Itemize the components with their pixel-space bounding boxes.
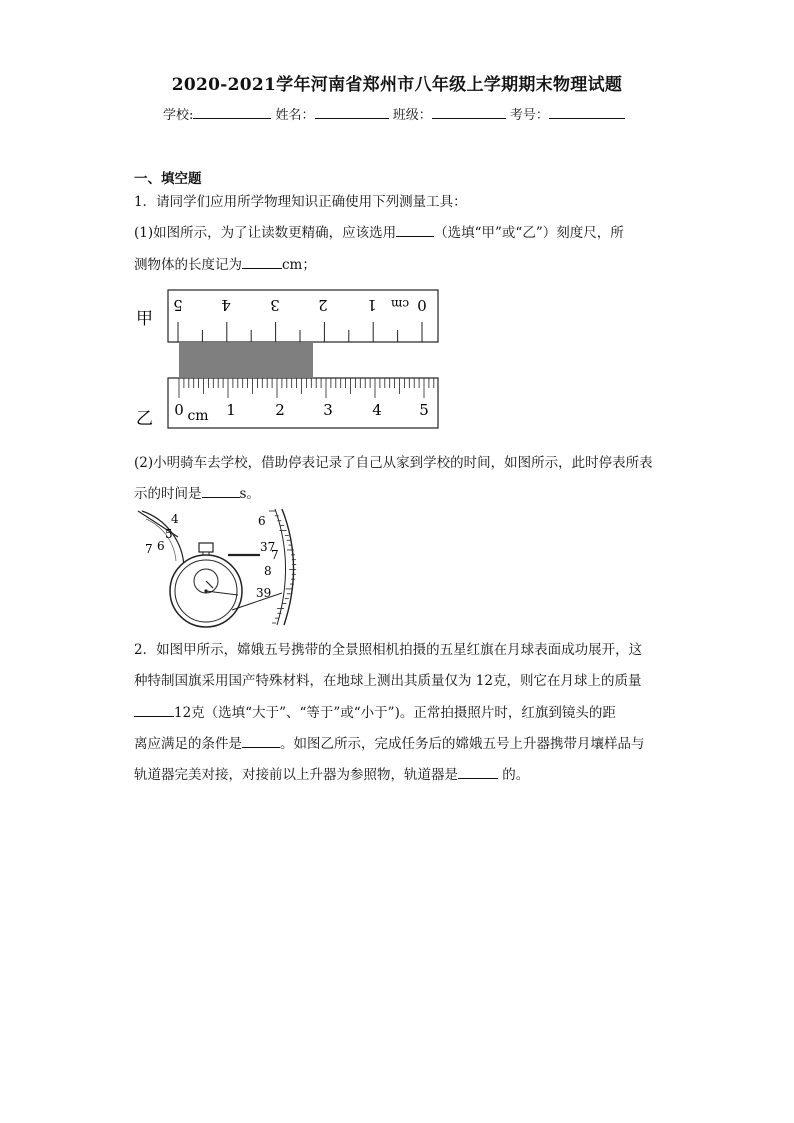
q1-part1-text-d: cm； <box>282 257 316 273</box>
jia-unit: cm <box>390 297 410 311</box>
ruler-yi-label: 乙 <box>136 409 153 429</box>
scale-6: 6 <box>258 514 266 528</box>
q1-stem-text: 1．请同学们应用所学物理知识正确使用下列测量工具： <box>134 194 467 210</box>
name-blank <box>315 106 389 119</box>
second-scale-ticks <box>269 511 296 623</box>
question-2-line1 <box>134 634 666 666</box>
stopwatch-figure <box>132 505 304 630</box>
q2-text-line5-a: 轨道器完美对接，对接前以上升器为参照物，轨道器是 <box>134 767 458 783</box>
q1-part1-text-c: 测物体的长度记为 <box>134 257 242 273</box>
jia-number-1: 1 <box>367 296 377 314</box>
minute-dial-5: 5 <box>165 527 173 541</box>
exam-no-blank <box>549 106 625 119</box>
q1-part1-text-a: (1)如图所示，为了让读数更精确，应该选用 <box>134 225 397 241</box>
question-2-line4 <box>134 728 666 760</box>
yi-number-4: 4 <box>372 401 382 419</box>
yi-number-5: 5 <box>419 401 429 419</box>
minute-dial-6: 6 <box>157 539 165 553</box>
question-2-line2 <box>134 665 666 697</box>
page-title: 2020-2021学年河南省郑州市八年级上学期期末物理试题 <box>171 75 623 95</box>
scale-7: 7 <box>271 548 279 562</box>
exam-no-label: 考号： <box>509 108 549 123</box>
jia-number-2: 2 <box>318 296 328 314</box>
jia-number-3: 3 <box>270 296 280 314</box>
scale-39: 39 <box>256 586 272 600</box>
ruler-figure <box>130 284 445 434</box>
question-1-part2-line1 <box>134 447 666 479</box>
second-scale-numbers <box>256 514 279 600</box>
q2-motion-blank <box>458 766 498 779</box>
q2-text-line1: 2．如图甲所示，嫦娥五号携带的全景照相机拍摄的五星红旗在月球表面成功展开，这 <box>134 642 643 658</box>
minute-dial-4: 4 <box>171 512 179 526</box>
q2-text-line2: 种特制国旗采用国产特殊材料，在地球上测出其质量仅为 12克，则它在月球上的质量 <box>134 673 642 689</box>
question-1-stem <box>134 186 666 218</box>
school-label: 学校: <box>163 108 194 123</box>
yi-number-2: 2 <box>275 401 285 419</box>
q2-text-line4-b: 。如图乙所示，完成任务后的嫦娥五号上升器携带月壤样品与 <box>280 736 645 752</box>
yi-unit: cm <box>187 408 209 424</box>
q2-mass-blank <box>134 704 174 717</box>
student-info-line <box>163 104 625 123</box>
school-blank <box>193 106 271 119</box>
question-2-line5 <box>134 759 666 791</box>
ruler-jia-label: 甲 <box>136 309 153 329</box>
q2-text-line4-a: 离应满足的条件是 <box>134 736 242 752</box>
jia-number-5: 5 <box>173 296 183 314</box>
q1-part1-text-b: （选填“甲”或“乙”）刻度尺，所 <box>434 225 624 241</box>
scale-8: 8 <box>264 564 272 578</box>
jia-number-0: 0 <box>417 296 427 314</box>
question-2-line3 <box>134 697 666 729</box>
second-scale-inner-arc <box>275 509 286 625</box>
yi-number-0: 0 <box>174 401 184 419</box>
second-scale-outer-arc <box>282 509 294 625</box>
q2-text-line5-b: 的。 <box>498 767 530 783</box>
question-1-part1-line1 <box>134 217 666 249</box>
section-heading: 一、填空题 <box>134 171 202 187</box>
q1-part2-text-b: 示的时间是 <box>134 486 202 502</box>
measured-object <box>179 343 313 377</box>
name-label: 姓名： <box>275 108 315 123</box>
stopwatch-crown <box>199 543 213 552</box>
q1-part2-time-blank <box>202 485 240 498</box>
q2-distance-blank <box>242 735 280 748</box>
yi-number-1: 1 <box>226 401 236 419</box>
q2-text-line3: 12克（选填“大于”、“等于”或“小于”)。正常拍摄照片时，红旗到镜头的距 <box>174 705 616 721</box>
q1-part1-answer-blank <box>396 224 434 237</box>
question-1-part1-line2 <box>134 249 666 281</box>
jia-number-4: 4 <box>221 296 231 314</box>
class-blank <box>432 106 506 119</box>
yi-number-3: 3 <box>323 401 333 419</box>
q1-part2-text-a: (2)小明骑车去学校，借助停表记录了自己从家到学校的时间，如图所示，此时停表所表 <box>134 455 653 471</box>
scale-37: 37 <box>260 540 276 554</box>
class-label: 班级： <box>392 108 432 123</box>
q1-part1-length-blank <box>242 256 282 269</box>
q1-part2-text-c: s。 <box>239 486 260 502</box>
minute-dial-7: 7 <box>145 542 153 556</box>
